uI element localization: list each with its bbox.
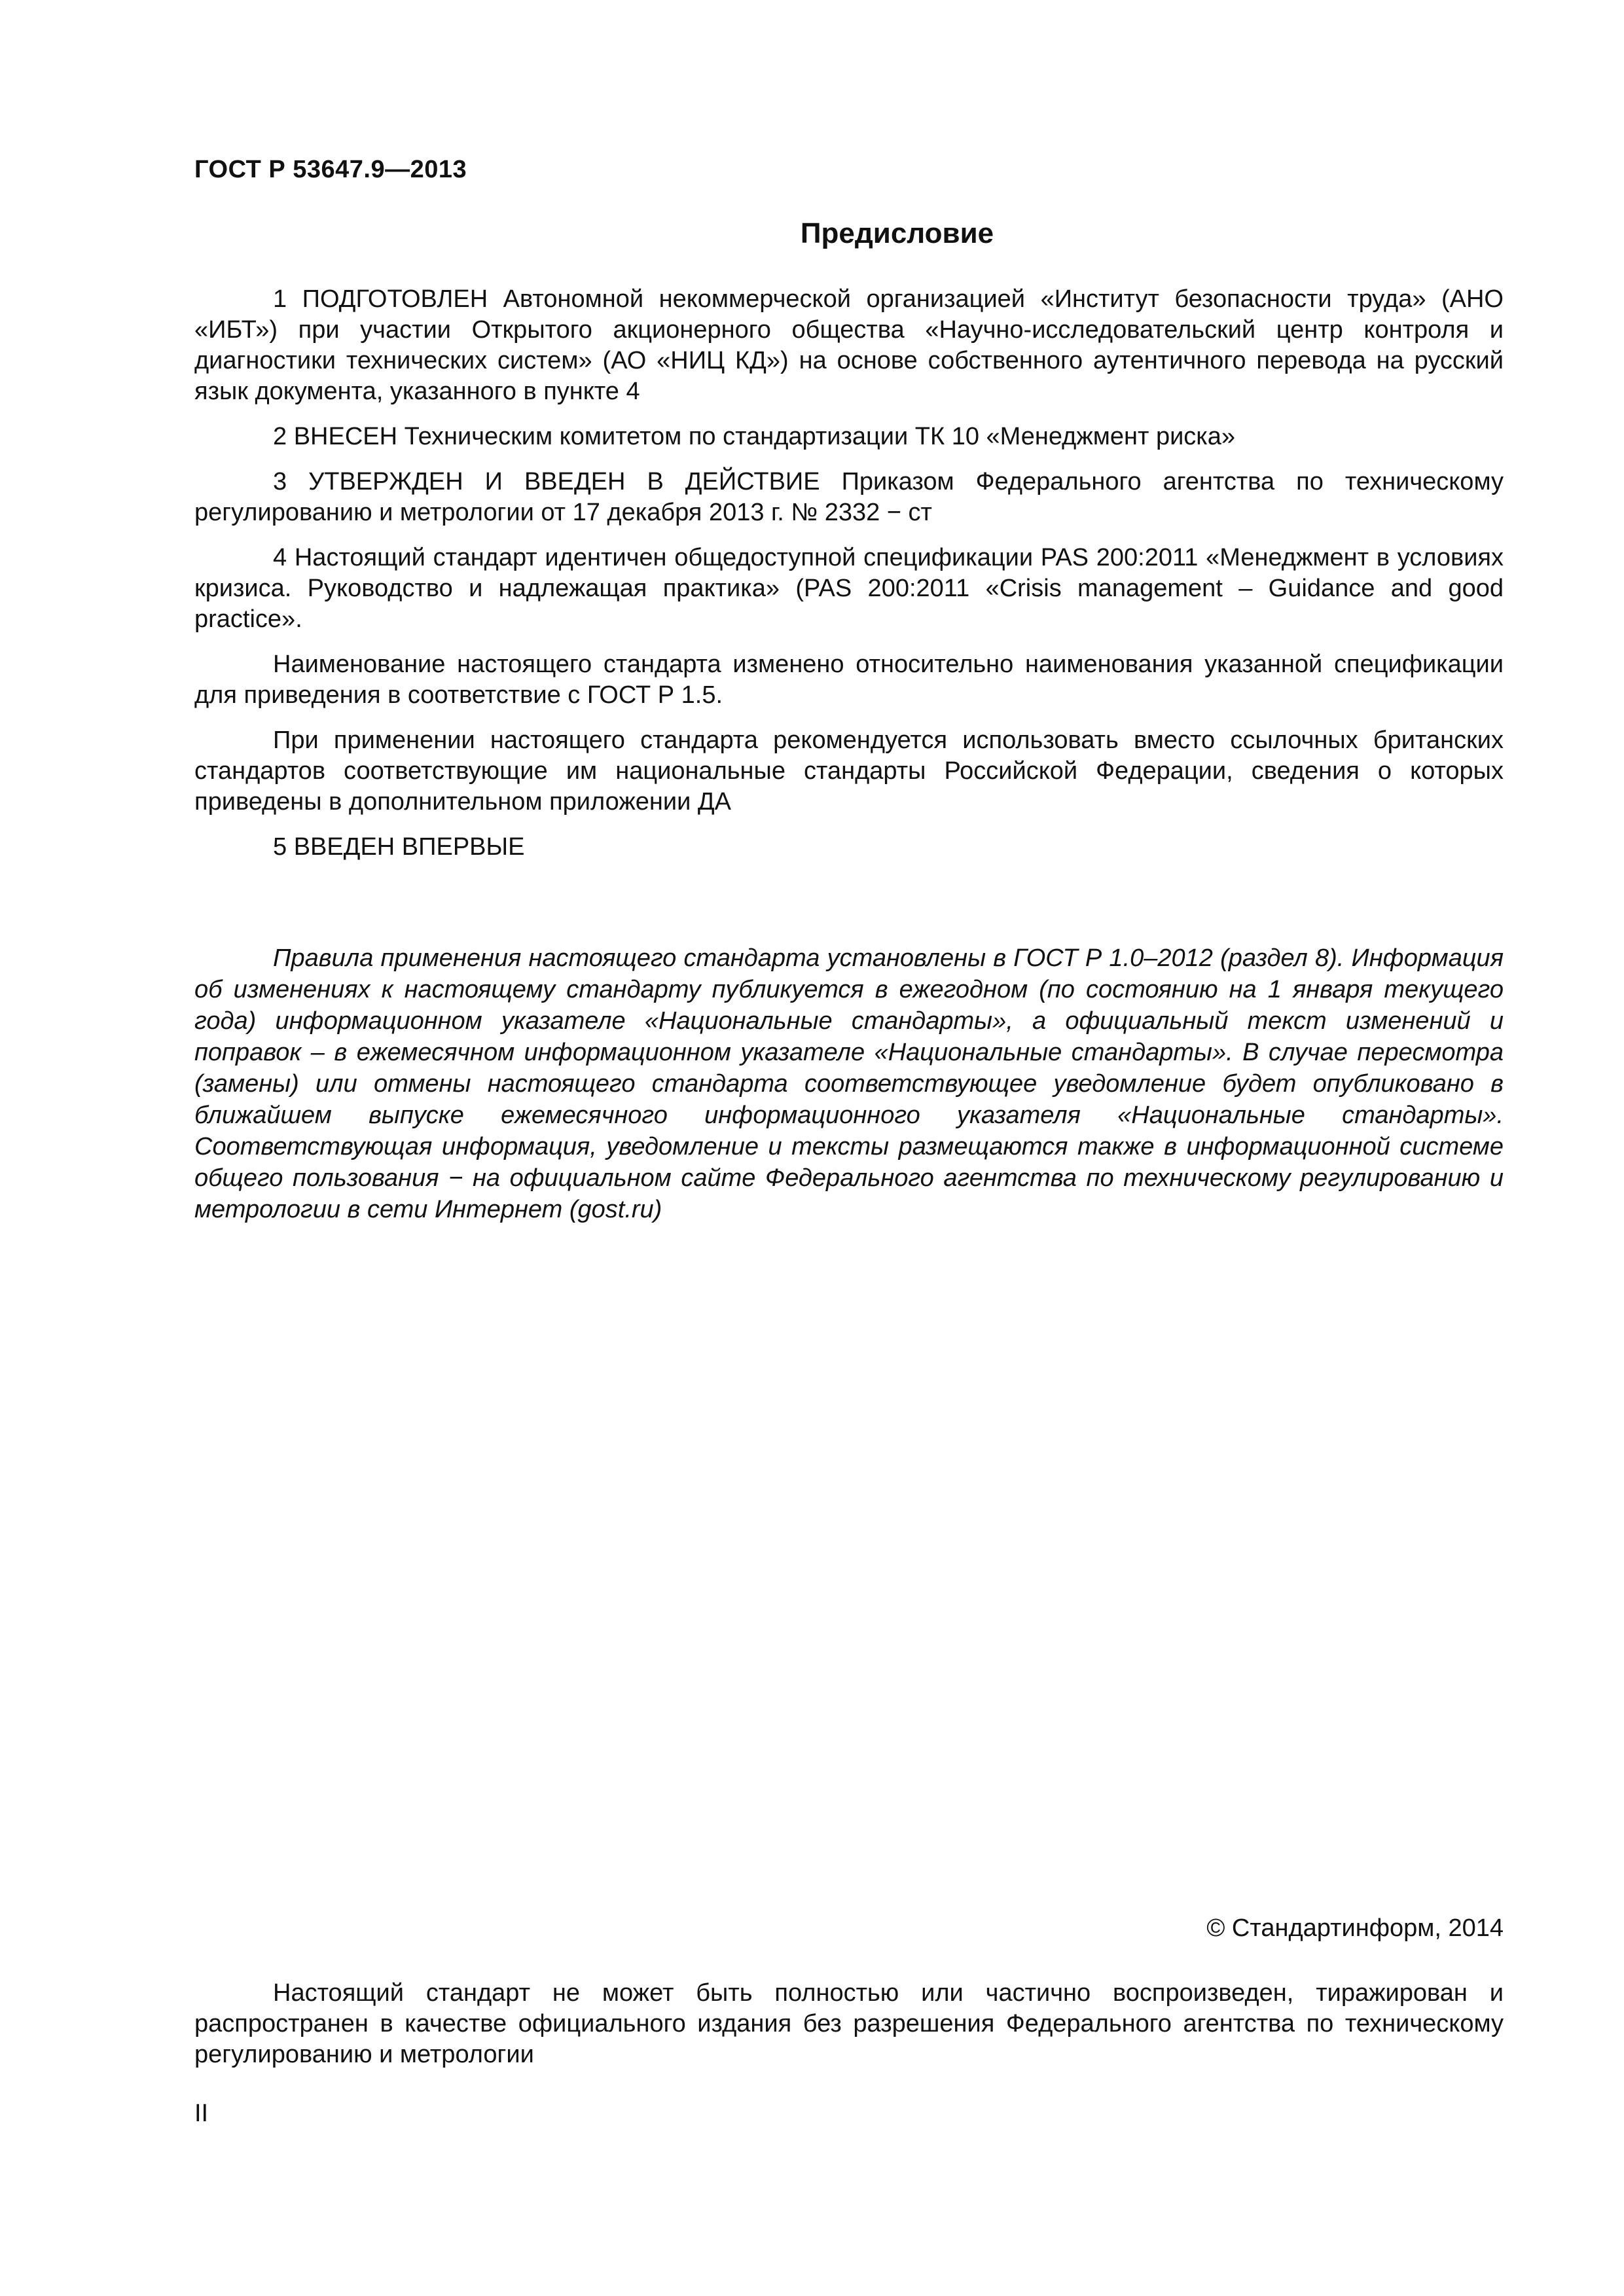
- page-number: II: [194, 2100, 209, 2127]
- paragraph-reference-standards: При применении настоящего стандарта рекомендуется использовать вместо ссылочных британских стандартов соответствующие им национальные стандарты Российской Федерации, сведения о которых приведены в дополнительном приложении ДА: [194, 726, 1504, 816]
- standard-code-header: ГОСТ Р 53647.9—2013: [194, 156, 467, 183]
- paragraph-prepared: 1 ПОДГОТОВЛЕН Автономной некоммерческой организацией «Институт безопасности труда» (АНО «ИБТ») при участии Открытого акционерного общества «Научно-исследовательский центр контроля и диагностики технических систем» (АО «НИЦ КД») на основе собственного аутентичного перевода на русский язык документа, указанного в пункте 4: [194, 285, 1504, 405]
- paragraph-first-introduced: 5 ВВЕДЕН ВПЕРВЫЕ: [273, 833, 525, 861]
- paragraph-approved: 3 УТВЕРЖДЕН И ВВЕДЕН В ДЕЙСТВИЕ Приказом Федерального агентства по техническому регулированию и метрологии от 17 декабря 2013 г. № 2332 − ст: [194, 468, 1504, 526]
- copyright-line: © Стандартинформ, 2014: [1206, 1914, 1504, 1942]
- paragraph-name-changed: Наименование настоящего стандарта изменено относительно наименования указанной спецификации для приведения в соответствие с ГОСТ Р 1.5.: [194, 651, 1504, 709]
- paragraph-identical: 4 Настоящий стандарт идентичен общедоступной спецификации PAS 200:2011 «Менеджмент в условиях кризиса. Руководство и надлежащая практика» (PAS 200:2011 «Crisis management – Guidance and good practice».: [194, 544, 1504, 633]
- application-rules-notice: Правила применения настоящего стандарта установлены в ГОСТ Р 1.0–2012 (раздел 8). Информация об изменениях к настоящему стандарту публикуется в ежегодном (по состоянию на 1 января текущего года) информационном указателе «Национальные стандарты», а официальный текст изменений и поправок – в ежемесячном информационном указателе «Национальные стандарты». В случае пересмотра (замены) или отмены настоящего стандарта соответствующее уведомление будет опубликовано в ближайшем выпуске ежемесячного информационного указателя «Национальные стандарты». Соответствующая информация, уведомление и тексты размещаются также в информационной системе общего пользования − на официальном сайте Федерального агентства по техническому регулированию и метрологии в сети Интернет (gost.ru): [194, 944, 1504, 1223]
- paragraph-introduced: 2 ВНЕСЕН Техническим комитетом по стандартизации ТК 10 «Менеджмент риска»: [273, 423, 1236, 450]
- reproduction-notice: Настоящий стандарт не может быть полностью или частично воспроизведен, тиражирован и распространен в качестве официального издания без разрешения Федерального агентства по техническому регулированию и метрологии: [194, 1979, 1504, 2068]
- page-title: Предисловие: [800, 217, 994, 249]
- foreword-body: [194, 284, 1504, 877]
